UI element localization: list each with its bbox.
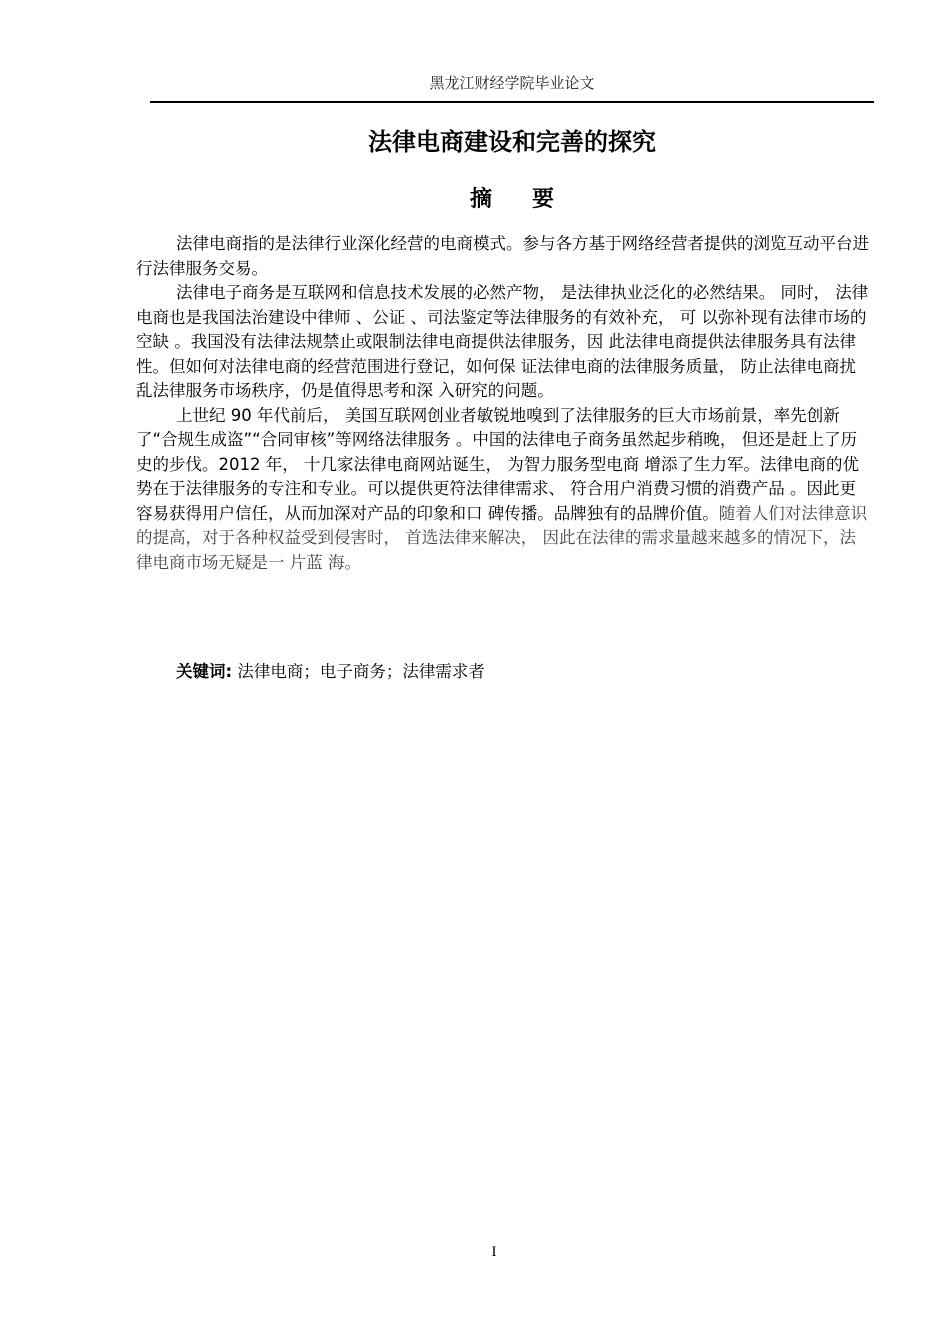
abstract-paragraph-3-part-2: 随着人们对法律意识的提高，对于各种权益受到侵害时， 首选法律来解决， 因此在法律的需求量越来越多的情况下，法律电商市场无疑是一 片蓝 海。 <box>136 503 868 572</box>
keywords-label: 关键词: <box>176 662 233 681</box>
running-header: 黑龙江财经学院毕业论文 <box>429 74 595 92</box>
abstract-heading: 摘要 <box>469 187 594 212</box>
paper-title: 法律电商建设和完善的探究 <box>368 128 656 156</box>
abstract-body <box>136 232 870 575</box>
abstract-paragraph-2: 法律电子商务是互联网和信息技术发展的必然产物， 是法律执业泛化的必然结果。 同时， 法律电商也是我国法治建设中律师 、公证 、司法鉴定等法律服务的有效补充， 可 以弥补现有法律市场的空缺 。我国没有法律法规禁止或限制法律电商提供法律服务，因 此法律电商提供法律服务具有法律性。但如何对法律电商的经营范围进行登记，如何保 证法律电商的法律服务质量， 防止法律电商扰乱法律服务市场秩序，仍是值得思考和深 入研究的问题。 <box>136 283 869 400</box>
abstract-paragraph-1: 法律电商指的是法律行业深化经营的电商模式。参与各方基于网络经营者提供的浏览互动平台进行法律服务交易。 <box>136 234 869 278</box>
keywords-line <box>176 660 876 684</box>
header-divider <box>150 101 874 103</box>
page-number: I <box>491 1244 497 1260</box>
abstract-paragraph-3-part-1: 上世纪 90 年代前后， 美国互联网创业者敏锐地嗅到了法律服务的巨大市场前景，率先创新了“合规生成盗”“合同审核”等网络法律服务 。中国的法律电子商务虽然起步稍晚， 但还是赶上了历史的步伐。2012 年， 十几家法律电商网站诞生， 为智力服务型电商 增添了生力军。法律电商的优势在于法律服务的专注和专业。可以提供更符法律律需求、 符合用户消费习惯的消费产品 。因此更容易获得用户信任，从而加深对产品的印象和口 碑传播。品牌独有的品牌价值。 <box>136 405 859 523</box>
abstract-paragraph-3 <box>136 404 870 576</box>
keywords-value: 法律电商；电子商务；法律需求者 <box>237 662 485 681</box>
